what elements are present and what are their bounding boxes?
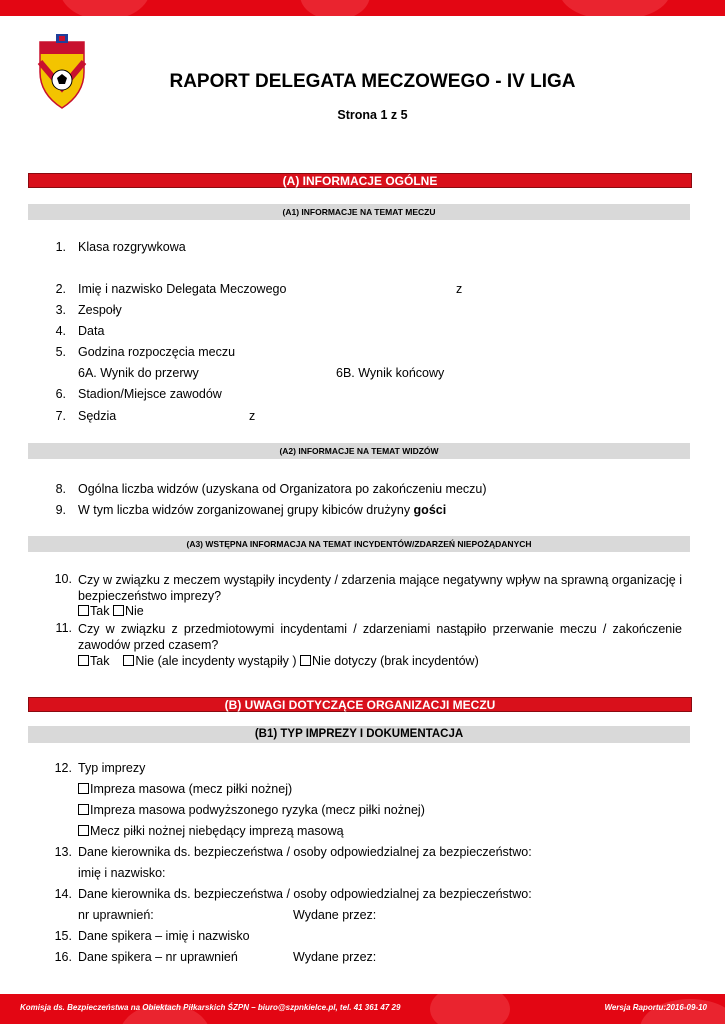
footer-version: Wersja Raportu:2016-09-10 (604, 1003, 707, 1012)
away-fans-bold: gości (413, 503, 447, 517)
item-label-class: Klasa rozgrywkowa (78, 240, 186, 254)
item-number: 10. (54, 572, 72, 586)
item-label-referee: Sędzia (78, 409, 117, 423)
item-number: 6. (55, 387, 66, 401)
checkbox-nie-incidents[interactable] (123, 655, 134, 666)
item-label-name: imię i nazwisko: (78, 866, 166, 880)
option-label: Impreza masowa (mecz piłki nożnej) (90, 782, 293, 796)
item-label-issued-by: Wydane przez: (293, 950, 377, 964)
section-b-header: (B) UWAGI DOTYCZĄCE ORGANIZACJI MECZU (28, 697, 692, 712)
option-row (78, 824, 344, 838)
item-number: 14. (54, 887, 72, 901)
item-label-teams: Zespoły (78, 303, 122, 317)
option-na-label: Nie dotyczy (brak incydentów) (312, 654, 479, 668)
section-a2-header: (A2) INFORMACJE NA TEMAT WIDZÓW (28, 443, 692, 459)
checkbox-tak[interactable] (78, 655, 89, 666)
item-label-security-head: Dane kierownika ds. bezpieczeństwa / osoby odpowiedzialnej za bezpieczeństwo: (78, 845, 532, 859)
item-number: 5. (55, 345, 66, 359)
item-label-halftime: 6A. Wynik do przerwy (78, 366, 199, 380)
item-label-stadium: Stadion/Miejsce zawodów (78, 387, 222, 401)
section-a-header: (A) INFORMACJE OGÓLNE (28, 173, 692, 188)
item-label-z: z (249, 409, 256, 423)
item-label-speaker-name: Dane spikera – imię i nazwisko (78, 929, 250, 943)
item-number: 16. (54, 950, 72, 964)
item-number: 4. (55, 324, 66, 338)
page-number: Strona 1 z 5 (337, 108, 408, 122)
item-number: 11. (55, 621, 72, 635)
option-row (78, 782, 292, 796)
item-label-date: Data (78, 324, 105, 338)
option-label: Mecz piłki nożnej niebędący imprezą masową (90, 824, 344, 838)
checkbox-tak[interactable] (78, 605, 89, 616)
option-label: Impreza masowa podwyższonego ryzyka (mecz piłki nożnej) (90, 803, 425, 817)
checkbox-high-risk[interactable] (78, 804, 89, 815)
checkbox-mass-event[interactable] (78, 783, 89, 794)
page-title: RAPORT DELEGATA MECZOWEGO - IV LIGA (169, 71, 576, 92)
item-number: 3. (55, 303, 66, 317)
checkbox-non-mass[interactable] (78, 825, 89, 836)
item-label-spectators: Ogólna liczba widzów (uzyskana od Organizatora po zakończeniu meczu) (78, 482, 487, 496)
section-a3-header: (A3) WSTĘPNA INFORMACJA NA TEMAT INCYDENTÓW/ZDARZEŃ NIEPOŻĄDANYCH (28, 536, 692, 552)
footer-contact: Komisja ds. Bezpieczeństwa na Obiektach Piłkarskich ŚZPN – biuro@szpnkielce.pl, tel. 41 361 47 29 (20, 1003, 401, 1012)
section-a1-header: (A1) INFORMACJE NA TEMAT MECZU (28, 204, 692, 220)
item-number: 13. (54, 845, 72, 859)
item-number: 9. (55, 503, 66, 517)
item-label-security-head-2: Dane kierownika ds. bezpieczeństwa / osoby odpowiedzialnej za bezpieczeństwo: (78, 887, 532, 901)
item-label-event-type: Typ imprezy (78, 761, 146, 775)
item-label-kickoff: Godzina rozpoczęcia meczu (78, 345, 236, 359)
item-label-away-fans (78, 503, 446, 517)
section-b1-header: (B1) TYP IMPREZY I DOKUMENTACJA (28, 726, 692, 743)
item-label-license: nr uprawnień: (78, 908, 154, 922)
item-number: 8. (55, 482, 66, 496)
option-row (78, 803, 425, 817)
item-number: 12. (54, 761, 72, 775)
item-number: 7. (55, 409, 66, 423)
option-tak-label: Tak (90, 604, 110, 618)
item-label-interruption: Czy w związku z przedmiotowymi incydentami / zdarzeniami nastąpiło przerwanie meczu / zakończenie zawodów przed czasem? (78, 622, 682, 652)
item-number: 15. (54, 929, 72, 943)
option-nie-label: Nie (ale incydenty wystąpiły ) (135, 654, 297, 668)
option-tak-label: Tak (90, 654, 110, 668)
checkbox-nie[interactable] (113, 605, 124, 616)
item-number: 1. (55, 240, 66, 254)
item-label-delegate: Imię i nazwisko Delegata Meczowego (78, 282, 287, 296)
option-nie-label: Nie (124, 604, 144, 618)
away-fans-text: W tym liczba widzów zorganizowanej grupy kibiców drużyny (78, 503, 414, 517)
item-label-final: 6B. Wynik końcowy (336, 366, 445, 380)
option-row (78, 654, 479, 668)
checkbox-not-applicable[interactable] (300, 655, 311, 666)
top-band (0, 0, 725, 16)
item-number: 2. (55, 282, 66, 296)
item-label-issued-by: Wydane przez: (293, 908, 377, 922)
item-label-incidents: Czy w związku z meczem wystąpiły incydenty / zdarzenia mające negatywny wpływ na sprawną organizację i bezpieczeństwo imprezy? (78, 573, 682, 603)
item-label-speaker-license: Dane spikera – nr uprawnień (78, 950, 238, 964)
option-row (78, 604, 144, 618)
item-label-z: z (456, 282, 463, 296)
